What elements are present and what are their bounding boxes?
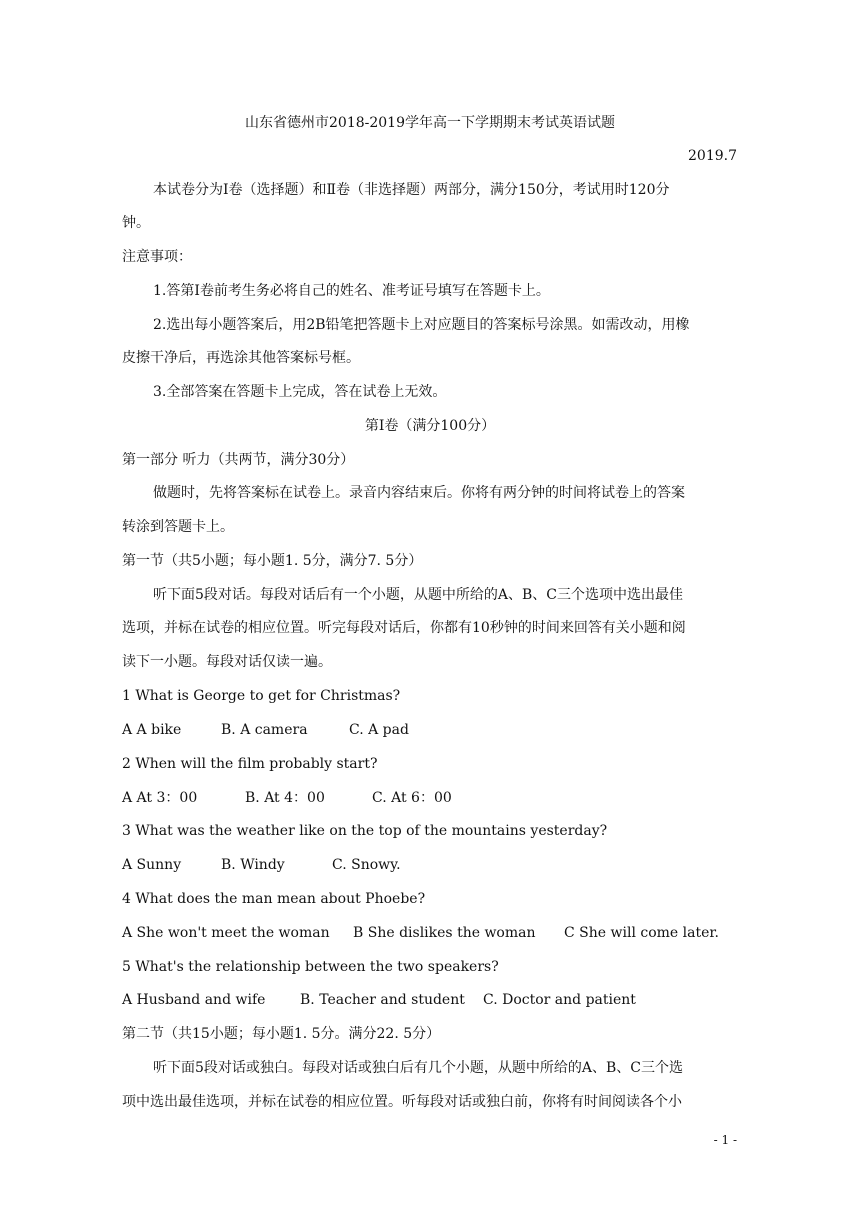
intro-line-2: 钟。 — [122, 215, 150, 231]
question-5-option-b: B. Teacher and student — [300, 992, 465, 1008]
part-1-instr-line-2: 转涂到答题卡上。 — [122, 519, 234, 535]
question-4: 4 What does the man mean about Phoebe? — [122, 891, 426, 907]
question-3: 3 What was the weather like on the top of the mountains yesterday? — [122, 823, 608, 839]
question-1-option-a: A A bike — [122, 722, 182, 738]
question-2-option-c: C. At 6：00 — [372, 790, 452, 806]
page-number: - 1 - — [713, 1133, 737, 1147]
note-item-3: 3.全部答案在答题卡上完成，答在试卷上无效。 — [153, 384, 447, 400]
question-3-option-a: A Sunny — [122, 857, 182, 873]
question-3-option-c: C. Snowy. — [332, 857, 401, 873]
question-2-option-a: A At 3：00 — [122, 790, 198, 806]
question-5: 5 What's the relationship between the two speakers? — [122, 959, 499, 975]
section-2-instr-line-2: 项中选出最佳选项，并标在试卷的相应位置。听每段对话或独白前，你将有时间阅读各个小 — [122, 1094, 682, 1110]
question-3-option-b: B. Windy — [221, 857, 285, 873]
question-2: 2 When will the film probably start? — [122, 756, 378, 772]
notes-heading: 注意事项： — [122, 249, 192, 265]
question-1-option-c: C. A pad — [349, 722, 409, 738]
part-1-instr-line-1: 做题时，先将答案标在试卷上。录音内容结束后。你将有两分钟的时间将试卷上的答案 — [153, 485, 685, 501]
part-1-title: 第一部分 听力（共两节，满分30分） — [122, 452, 355, 468]
intro-line-1: 本试卷分为Ⅰ卷（选择题）和Ⅱ卷（非选择题）两部分，满分150分，考试用时120分 — [153, 182, 670, 198]
question-4-option-b: B She dislikes the woman — [353, 925, 536, 941]
question-5-option-c: C. Doctor and patient — [483, 992, 636, 1008]
section-1-instr-line-1: 听下面5段对话。每段对话后有一个小题，从题中所给的A、B、C三个选项中选出最佳 — [153, 587, 684, 603]
question-1-option-b: B. A camera — [221, 722, 308, 738]
question-4-option-a: A She won't meet the woman — [122, 925, 330, 941]
question-2-option-b: B. At 4：00 — [245, 790, 325, 806]
note-item-1: 1.答第Ⅰ卷前考生务必将自己的姓名、准考证号填写在答题卡上。 — [153, 283, 550, 299]
question-4-option-c: C She will come later. — [564, 925, 719, 941]
section-1-instr-line-3: 读下一小题。每段对话仅读一遍。 — [122, 654, 332, 670]
note-item-2-line-2: 皮擦干净后，再选涂其他答案标号框。 — [122, 350, 360, 366]
section-2-title: 第二节（共15小题；每小题1. 5分。满分22. 5分） — [122, 1026, 441, 1042]
question-1: 1 What is George to get for Christmas? — [122, 688, 401, 704]
note-item-2-line-1: 2.选出每小题答案后，用2B铅笔把答题卡上对应题目的答案标号涂黑。如需改动，用橡 — [153, 317, 690, 333]
question-5-option-a: A Husband and wife — [122, 992, 266, 1008]
section-2-instr-line-1: 听下面5段对话或独白。每段对话或独白后有几个小题，从题中所给的A、B、C三个选 — [153, 1060, 684, 1076]
volume-1-title: 第Ⅰ卷（满分100分） — [364, 418, 496, 434]
page-title: 山东省德州市2018-2019学年高一下学期期末考试英语试题 — [245, 115, 615, 131]
exam-date: 2019.7 — [688, 148, 737, 164]
section-1-instr-line-2: 选项，并标在试卷的相应位置。听完每段对话后，你都有10秒钟的时间来回答有关小题和阅 — [122, 620, 686, 636]
section-1-title: 第一节（共5小题；每小题1. 5分，满分7. 5分） — [122, 553, 423, 569]
